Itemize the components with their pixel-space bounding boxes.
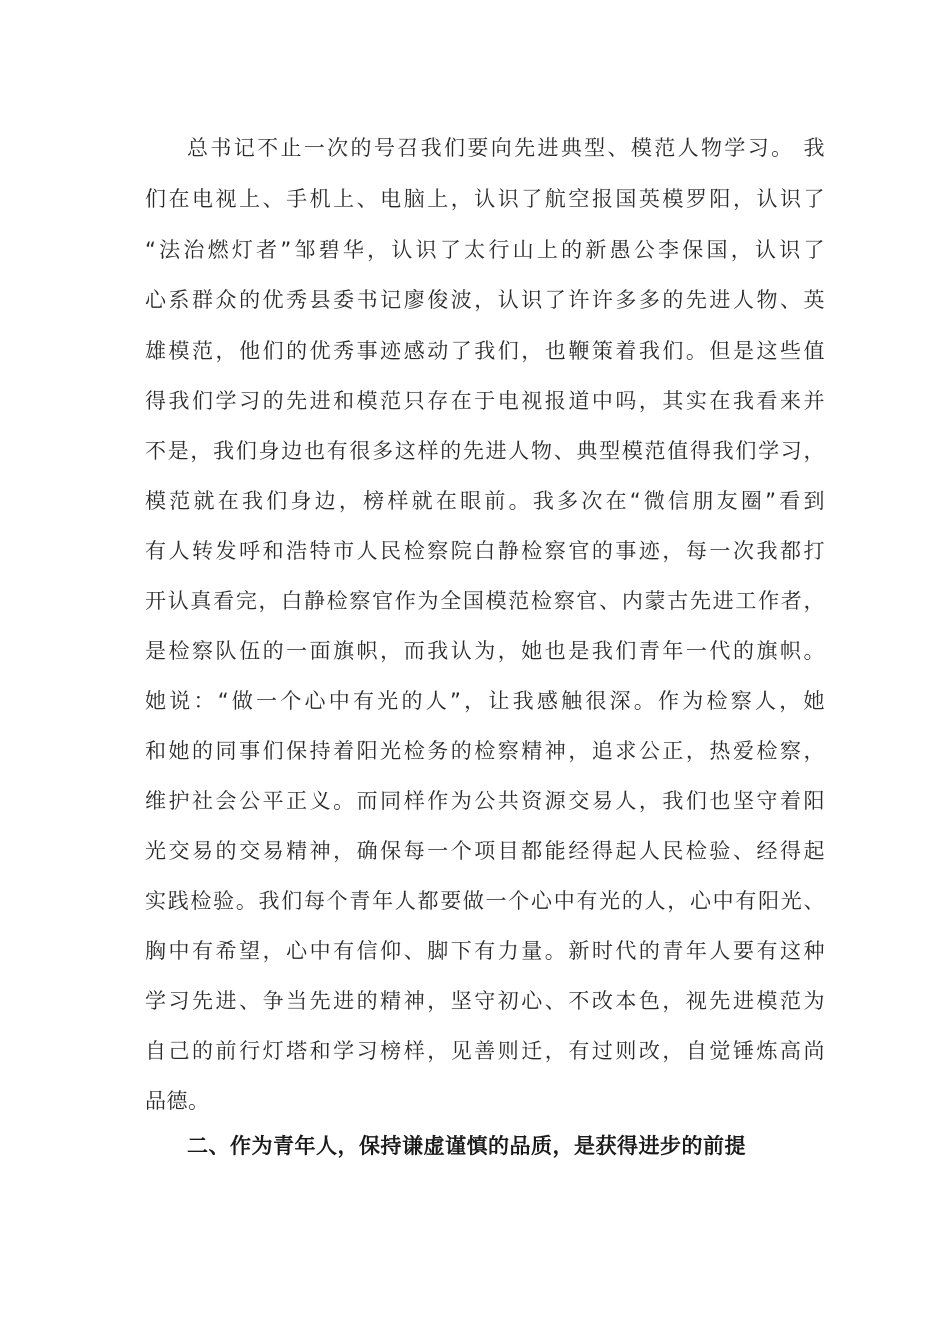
paragraph-line: 品德。 [145,1089,210,1113]
paragraph-line: 是检察队伍的一面旗帜，而我认为，她也是我们青年一代的旗帜。 [145,639,825,663]
paragraph-line: 总书记不止一次的号召我们要向先进典型、模范人物学习。 我 [187,136,825,160]
paragraph-line: 她说：“做一个心中有光的人”，让我感触很深。作为检察人，她 [145,689,825,713]
paragraph-line: 有人转发呼和浩特市人民检察院白静检察官的事迹，每一次我都打 [145,539,825,563]
paragraph-line: 和她的同事们保持着阳光检务的检察精神，追求公正，热爱检察， [145,739,825,763]
paragraph-line: 心系群众的优秀县委书记廖俊波，认识了许许多多的先进人物、英 [145,288,825,312]
paragraph-line: 学习先进、争当先进的精神，坚守初心、不改本色，视先进模范为 [145,989,825,1013]
paragraph-line: 维护社会公平正义。而同样作为公共资源交易人，我们也坚守着阳 [145,789,825,813]
section-heading: 二、作为青年人，保持谦虚谨慎的品质，是获得进步的前提 [187,1134,746,1158]
paragraph-line: 们在电视上、手机上、电脑上，认识了航空报国英模罗阳，认识了 [145,187,825,211]
paragraph-line: 得我们学习的先进和模范只存在于电视报道中吗，其实在我看来并 [145,389,825,413]
paragraph-line: 雄模范，他们的优秀事迹感动了我们，也鞭策着我们。但是这些值 [145,339,825,363]
paragraph-line: 模范就在我们身边，榜样就在眼前。我多次在“微信朋友圈”看到 [145,489,825,513]
paragraph-line: 不是，我们身边也有很多这样的先进人物、典型模范值得我们学习， [145,439,825,463]
paragraph-line: 胸中有希望，心中有信仰、脚下有力量。新时代的青年人要有这种 [145,939,825,963]
paragraph-line: 开认真看完，白静检察官作为全国模范检察官、内蒙古先进工作者， [145,589,825,613]
paragraph-line: “法治燃灯者”邹碧华，认识了太行山上的新愚公李保国，认识了 [145,238,825,262]
paragraph-line: 实践检验。我们每个青年人都要做一个心中有光的人，心中有阳光、 [145,889,825,913]
paragraph-line: 自己的前行灯塔和学习榜样，见善则迁，有过则改，自觉锤炼高尚 [145,1039,825,1063]
paragraph-line: 光交易的交易精神，确保每一个项目都能经得起人民检验、经得起 [145,839,825,863]
